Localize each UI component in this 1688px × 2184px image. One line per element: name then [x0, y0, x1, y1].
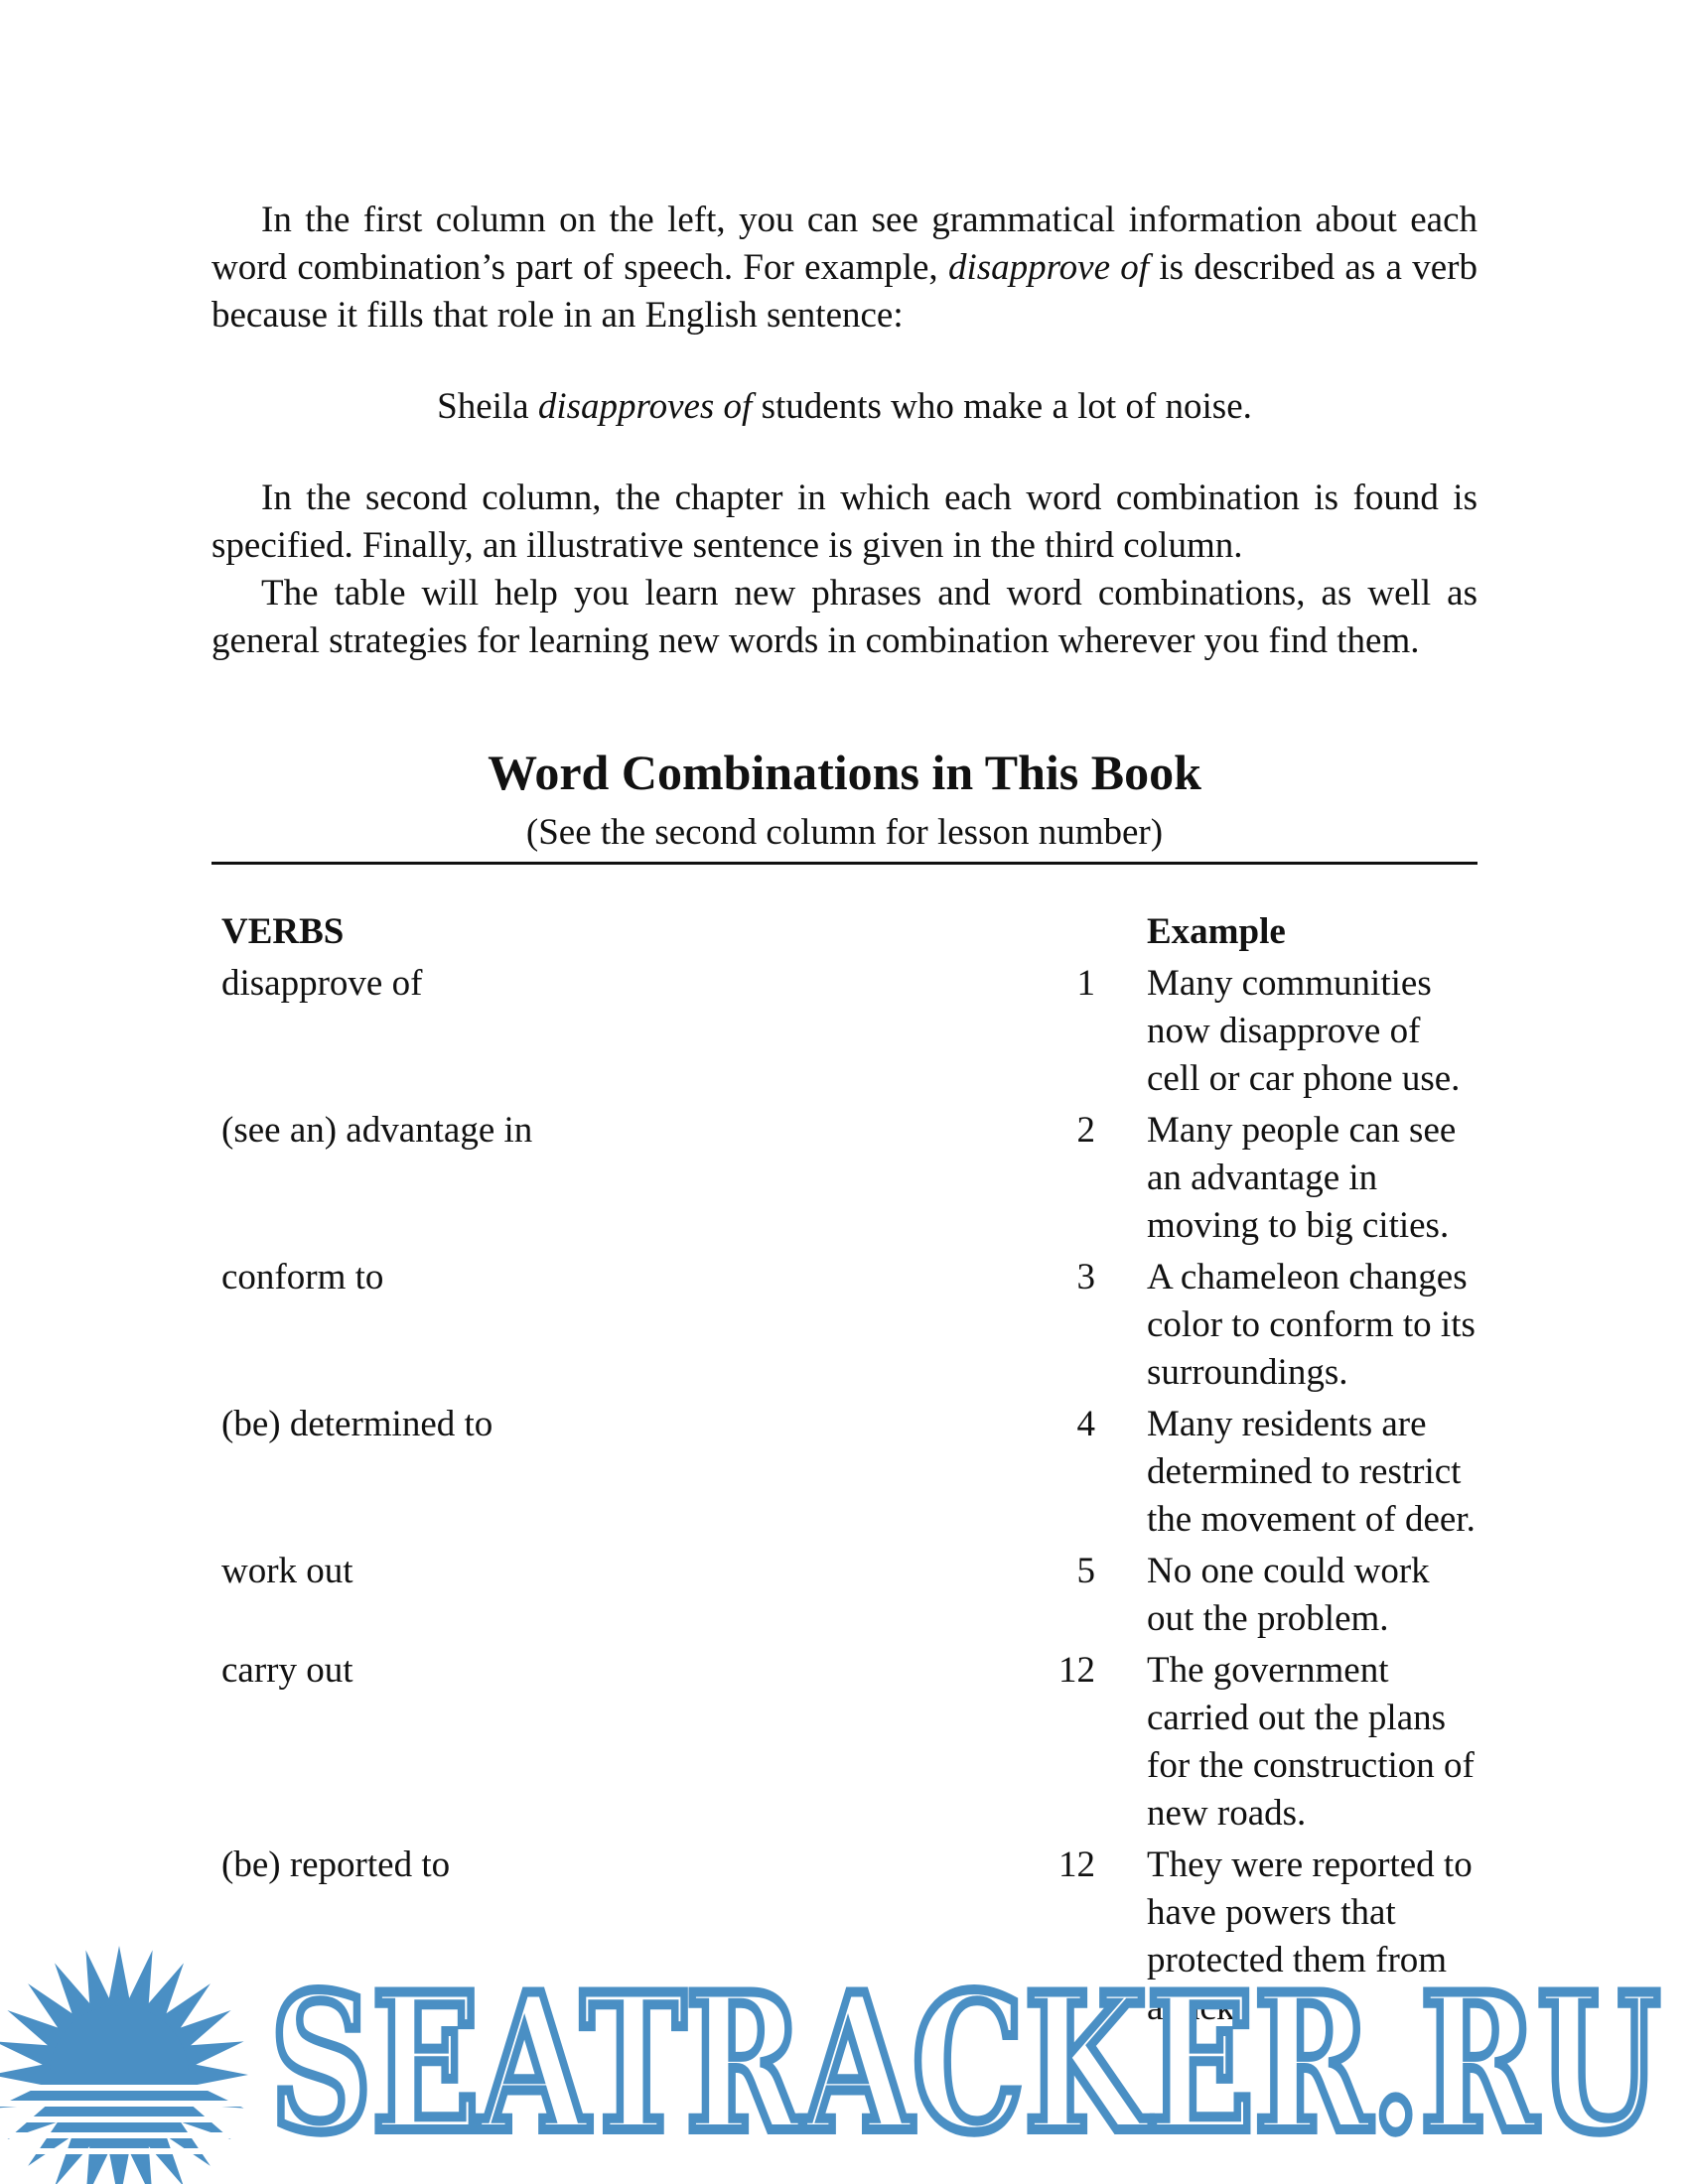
example-cell: Many communities now disapprove of cell or car phone use.	[1147, 963, 1461, 1099]
lesson-cell: 4	[1076, 1404, 1095, 1444]
phrase-cell: conform to	[221, 1257, 384, 1297]
example-cell: Many residents are determined to restrict the movement of deer.	[1147, 1404, 1476, 1540]
column-header-lesson	[837, 908, 1095, 956]
example-cell: A chameleon changes color to conform to its surroundings.	[1147, 1257, 1476, 1393]
intro-paragraph-2: In the second column, the chapter in which each word combination is found is specified. Finally, an illustrative sentence is given in the third column.	[211, 478, 1477, 566]
page-content	[211, 197, 1477, 2032]
sun-stripe	[0, 2085, 258, 2091]
sun-icon	[0, 1946, 258, 2184]
lesson-cell: 1	[1076, 963, 1095, 1004]
table-row	[211, 1548, 1477, 1643]
example-cell: Many people can see an advantage in moving to big cities.	[1147, 1110, 1457, 1246]
table-row	[211, 1401, 1477, 1544]
table-title: Word Combinations in This Book	[488, 745, 1201, 800]
example-cell: They were reported to have powers that protected them from attack.	[1147, 1844, 1473, 2028]
table-row	[211, 960, 1477, 1103]
watermark-text: SEATRACKER.RU	[270, 1953, 1660, 2174]
phrase-cell: work out	[221, 1551, 353, 1591]
lesson-cell: 12	[1058, 1844, 1095, 1885]
italic-term: disapprove of	[947, 247, 1150, 288]
phrase-cell: disapprove of	[221, 963, 423, 1004]
example-cell: The government carried out the plans for the construction of new roads.	[1147, 1650, 1475, 1834]
phrase-cell: (be) determined to	[221, 1404, 493, 1444]
intro-paragraph-3: The table will help you learn new phrases and word combinations, as well as general strategies for learning new words in combination wherever you find them.	[211, 573, 1477, 661]
word-combinations-table	[211, 908, 1477, 2032]
sun-stripe	[0, 2101, 258, 2107]
lesson-cell: 3	[1076, 1257, 1095, 1297]
sun-stripe	[0, 2148, 258, 2154]
phrase-cell: carry out	[221, 1650, 353, 1691]
example-sentence: Sheila disapproves of students who make a lot of noise.	[437, 386, 1252, 427]
column-header-example: Example	[1147, 911, 1286, 952]
example-cell: No one could work out the problem.	[1147, 1551, 1430, 1639]
sun-disc	[50, 2005, 189, 2144]
column-header-verbs: VERBS	[221, 911, 345, 952]
lesson-cell: 5	[1076, 1551, 1095, 1591]
sun-stripe	[0, 2116, 258, 2122]
table-row	[211, 1647, 1477, 1838]
divider	[211, 862, 1477, 865]
sun-stripe	[0, 2132, 258, 2138]
table-header-row	[211, 908, 1477, 956]
phrase-cell: (be) reported to	[221, 1844, 451, 1885]
lesson-cell: 12	[1058, 1650, 1095, 1691]
watermark	[0, 1926, 1688, 2184]
table-row	[211, 1107, 1477, 1250]
table-subtitle: (See the second column for lesson number)	[525, 812, 1164, 853]
intro-paragraph-1: In the first column on the left, you can see grammatical information about each word combination’s part of speech. For example, disapprove of is described as a verb because it fills that role in an English sentence:	[211, 200, 1477, 336]
lesson-cell: 2	[1076, 1110, 1095, 1151]
phrase-cell: (see an) advantage in	[221, 1110, 533, 1151]
table-row	[211, 1254, 1477, 1397]
italic-term: disapproves of	[537, 386, 753, 427]
